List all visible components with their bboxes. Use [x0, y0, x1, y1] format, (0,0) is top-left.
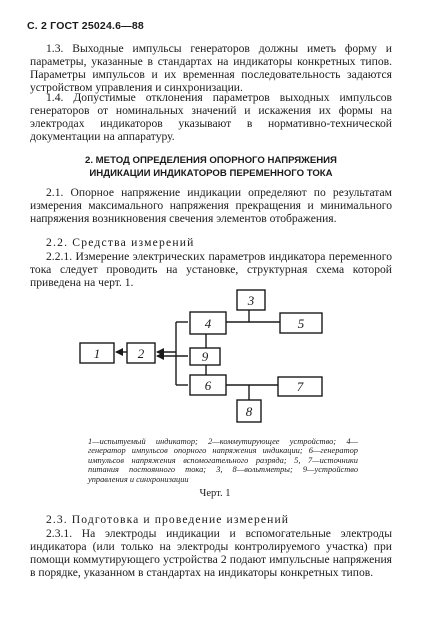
page-header: С. 2 ГОСТ 25024.6—88 — [27, 20, 144, 32]
paragraph-2-3-1 — [30, 527, 392, 579]
section-2-title-line-1: 2. МЕТОД ОПРЕДЕЛЕНИЯ ОПОРНОГО НАПРЯЖЕНИЯ — [85, 155, 337, 166]
block-6-label: 6 — [204, 378, 212, 393]
caption-item-7-num: 9 — [302, 465, 308, 475]
block-7-label: 7 — [296, 379, 304, 394]
block-1-label: 1 — [93, 346, 101, 361]
caption-item-5-num: 5, 7 — [294, 455, 313, 465]
caption-item-2-num: 2 — [208, 437, 213, 446]
block-4-label: 4 — [204, 316, 212, 331]
caption-item-3-num: 4 — [346, 437, 351, 446]
caption-item-3-text: —генератор импульсов опорного напряжения индикации; — [88, 437, 358, 456]
figure-caption — [88, 437, 358, 484]
paragraph-1-3-text: 1.3. Выходные импульсы генераторов должны иметь форму и параметры, указанные в стандартах на индикаторы конкретных типов. Параметры импульсов и их временная последовательность задаются устройством управления и синхронизации. — [30, 42, 392, 94]
figure-label: Черт. 1 — [199, 488, 231, 499]
block-5-label: 5 — [297, 316, 305, 331]
caption-item-1-num: 1 — [88, 437, 93, 446]
paragraph-1-4-text: 1.4. Допустимые отклонения параметров выходных импульсов генераторов от номинальных значений и искажения их формы на электродах индикаторов указывают в нормативно-технической документации на аппаратуру. — [30, 91, 392, 143]
caption-item-7-text: —устройство управления и синхронизации — [88, 465, 359, 484]
caption-item-5-text: —источники питания постоянного тока; — [88, 455, 358, 475]
paragraph-2-3-1-text: 2.3.1. На электроды индикации и вспомогательные электроды индикатора (или только на электроды контролируемого участка) при помощи коммутирующего устройства 2 подают импульсные напряжения в порядке, указанном в стандартах на индикаторы конкретных типов. — [30, 527, 392, 579]
paragraph-2-2-1-text: 2.2.1. Измерение электрических параметров индикатора переменного тока следует проводить на установке, структурная схема которой приведена на черт. 1. — [30, 250, 392, 289]
block-8-label: 8 — [245, 404, 253, 419]
caption-item-6-num: 3, 8 — [216, 465, 237, 475]
block-9-label: 9 — [201, 349, 209, 364]
caption-item-6-text: —вольтметры; — [236, 465, 303, 475]
block-2-label: 2 — [137, 346, 145, 361]
paragraph-2-3-text: 2.3. Подготовка и проведение измерений — [46, 513, 290, 526]
caption-item-2-text: —коммутирующее устройство; — [212, 437, 347, 446]
caption-item-4-text: —генератор импульсов напряжения вспомогательного разряда; — [88, 446, 358, 465]
caption-item-1-text: —испытуемый индикатор; — [92, 437, 209, 446]
section-2-title-line-2: ИНДИКАЦИИ ИНДИКАТОРОВ ПЕРЕМЕННОГО ТОКА — [89, 168, 333, 179]
paragraph-2-2-text: 2.2. Средства измерений — [46, 236, 195, 249]
block-3-label: 3 — [247, 293, 255, 308]
paragraph-2-3 — [30, 513, 392, 526]
paragraph-2-1-text: 2.1. Опорное напряжение индикации определяют по результатам измерения максимального напряжения прекращения и минимального напряжения возникновения свечения элементов отображения. — [30, 186, 392, 225]
caption-item-4-num: 6 — [308, 446, 313, 456]
